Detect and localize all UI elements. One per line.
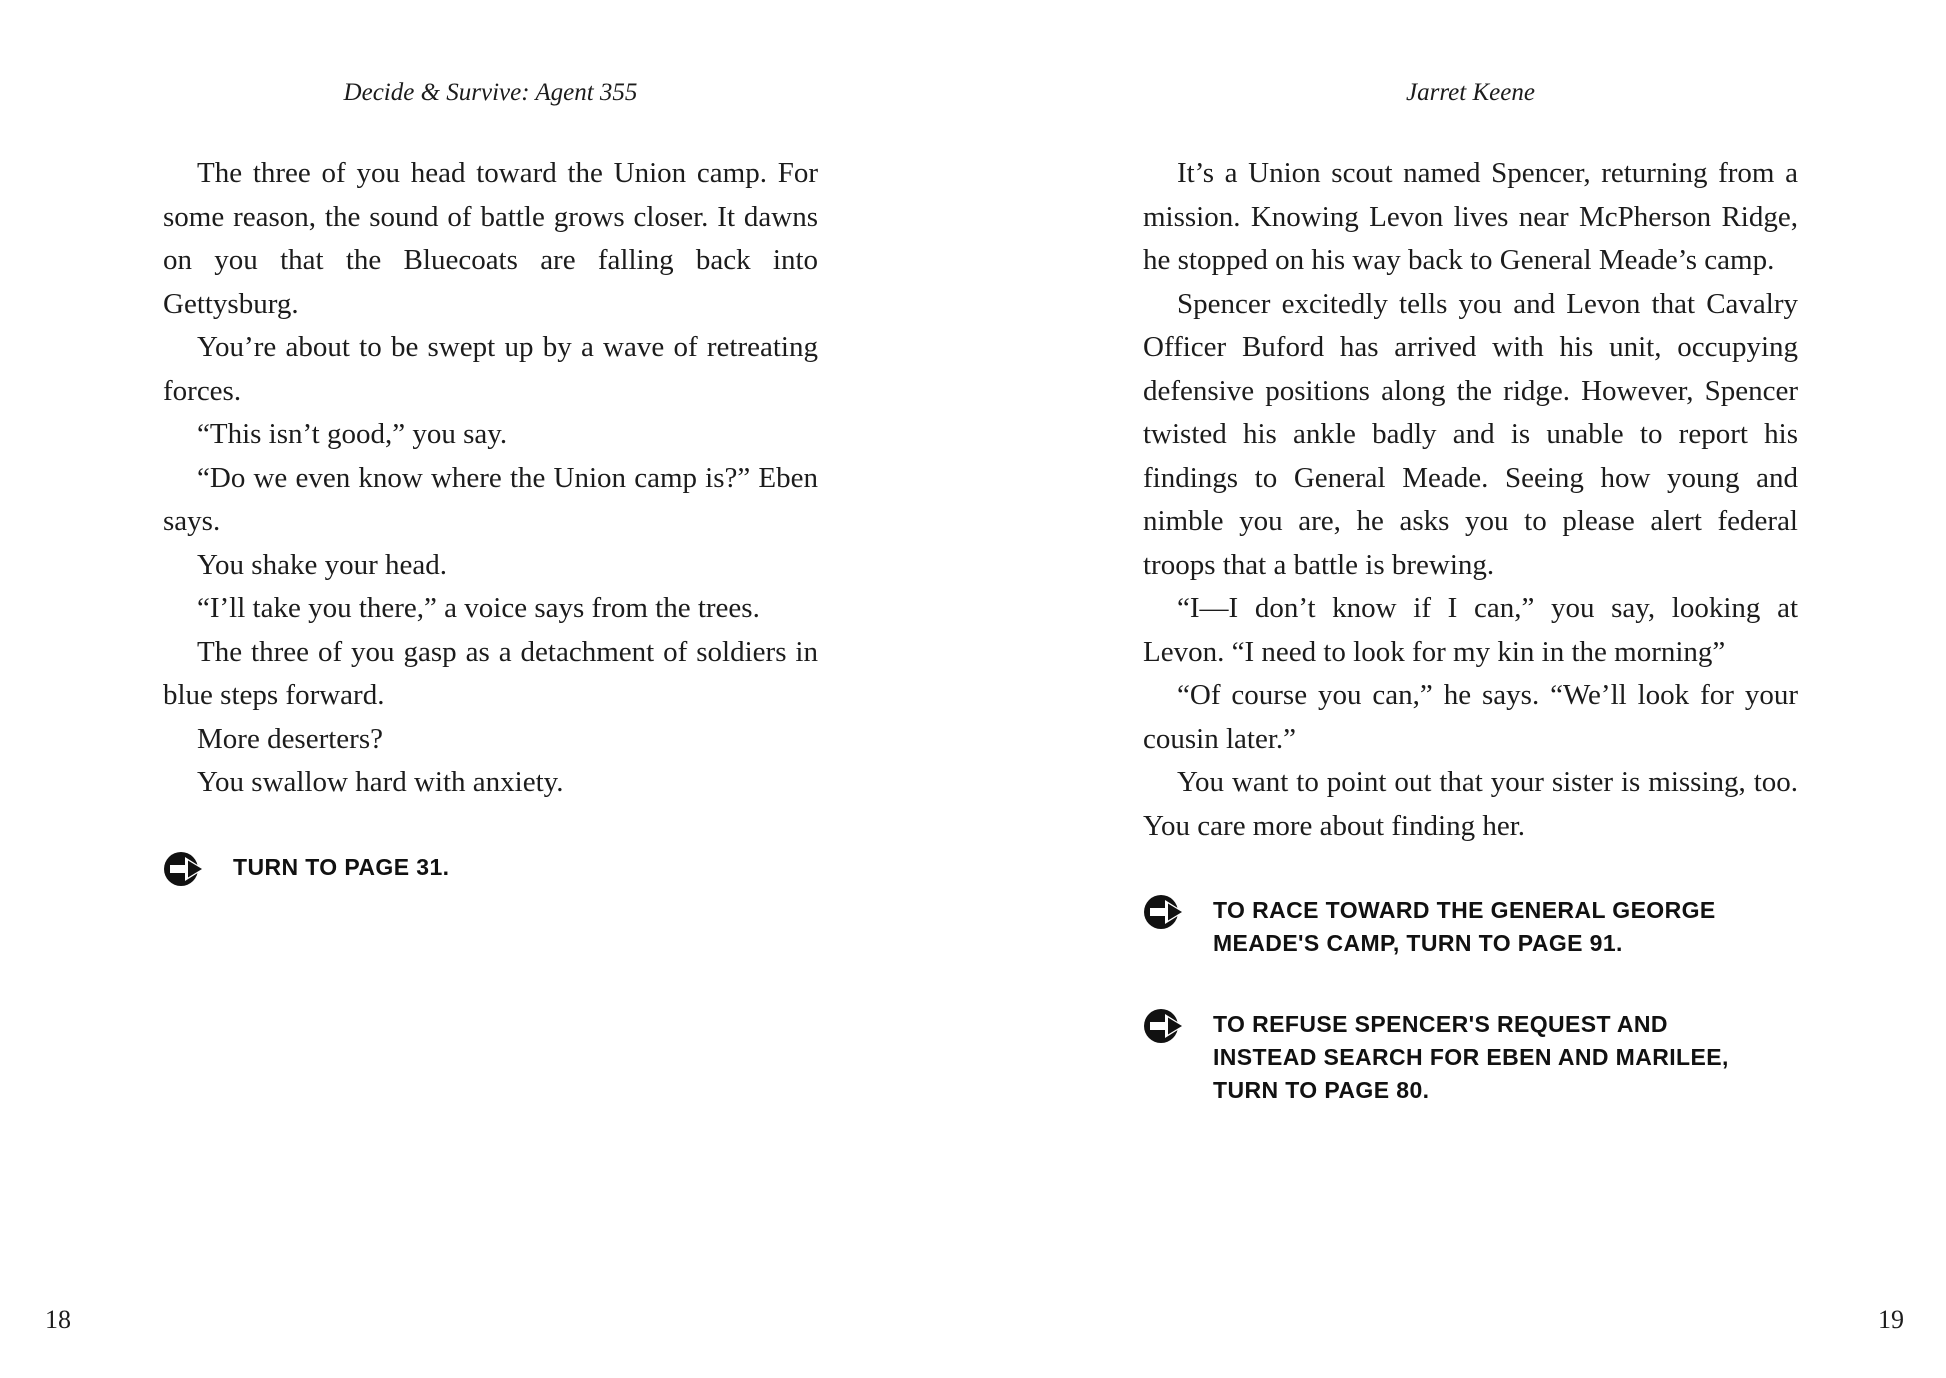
page-right-body [1143, 152, 1798, 848]
paragraph: More deserters? [197, 722, 383, 755]
arrow-right-circle-icon [163, 850, 207, 888]
choice-label: TURN TO PAGE 31. [233, 853, 450, 880]
page-left-body [163, 152, 818, 805]
paragraph: “This isn’t good,” you say. [197, 418, 508, 450]
paragraph: “Of course you can,” he says. “We’ll look for your cousin later.” [1143, 679, 1798, 755]
running-header-author: Jarret Keene [1406, 79, 1535, 106]
paragraph: “I’ll take you there,” a voice says from the trees. [197, 592, 760, 624]
paragraph: The three of you gasp as a detachment of soldiers in blue steps forward. [163, 635, 818, 711]
paragraph: You swallow hard with anxiety. [197, 766, 564, 798]
paragraph: “I—I don’t know if I can,” you say, looking at Levon. “I need to look for my kin in the morning” [1143, 592, 1798, 668]
paragraph: You want to point out that your sister is missing, too. You care more about finding her. [1143, 766, 1798, 842]
choice-item [1143, 894, 1798, 960]
arrow-right-circle-icon [1143, 893, 1187, 931]
page-left [163, 78, 818, 888]
page-number-left: 18 [45, 1305, 71, 1334]
paragraph: Spencer excitedly tells you and Levon that Cavalry Officer Buford has arrived with his unit, occupying defensive positions along the ridge. However, Spencer twisted his ankle badly and is unable to report his findings to General Meade. Seeing how young and nimble you are, he asks you to please alert federal troops that a battle is brewing. [1143, 287, 1798, 581]
page-right [1143, 78, 1798, 1107]
choice-label: TO REFUSE SPENCER'S REQUEST AND INSTEAD SEARCH FOR EBEN AND MARILEE, TURN TO PAGE 80. [1213, 1011, 1729, 1103]
choice-item [163, 851, 818, 888]
choice-list-left [163, 851, 818, 888]
paragraph: The three of you head toward the Union camp. For some reason, the sound of battle grows closer. It dawns on you that the Bluecoats are falling back into Gettysburg. [163, 157, 818, 320]
arrow-right-circle-icon [1143, 1007, 1187, 1045]
choice-item [1143, 1008, 1798, 1107]
running-header-book-title: Decide & Survive: Agent 355 [343, 79, 638, 106]
choice-list-right [1143, 894, 1798, 1107]
paragraph: It’s a Union scout named Spencer, returning from a mission. Knowing Levon lives near McPherson Ridge, he stopped on his way back to General Meade’s camp. [1143, 157, 1798, 276]
choice-label: TO RACE TOWARD THE GENERAL GEORGE MEADE'S CAMP, TURN TO PAGE 91. [1213, 897, 1716, 956]
page-number-right: 19 [1878, 1305, 1904, 1334]
paragraph: “Do we even know where the Union camp is?” Eben says. [163, 461, 818, 537]
paragraph: You’re about to be swept up by a wave of retreating forces. [163, 331, 818, 407]
paragraph: You shake your head. [197, 548, 447, 581]
